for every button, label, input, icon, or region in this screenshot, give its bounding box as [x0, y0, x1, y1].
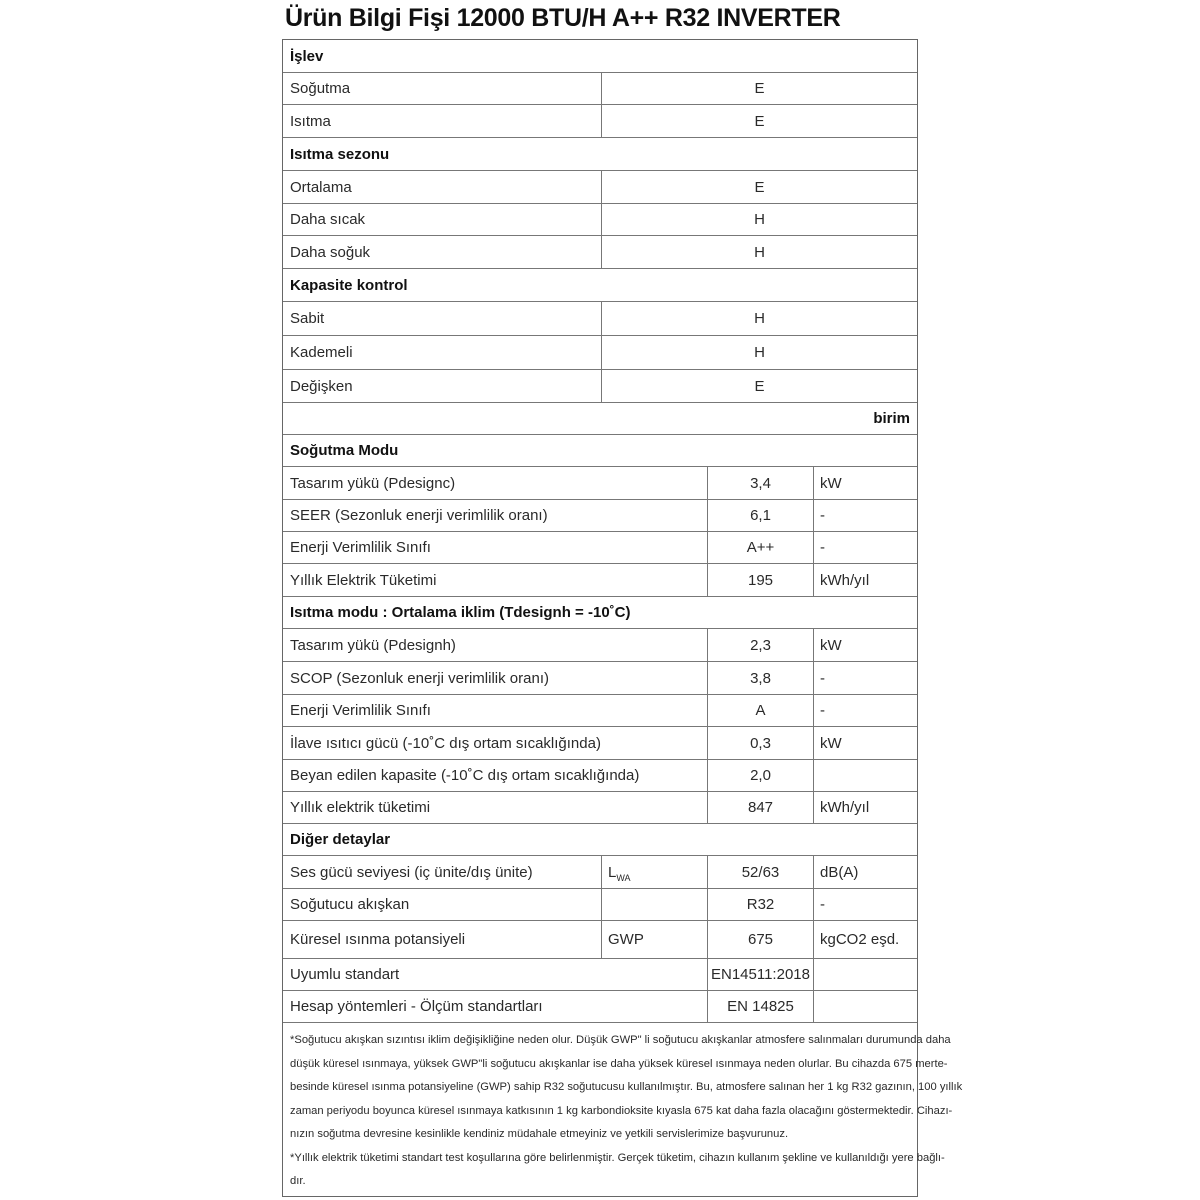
product-info-table	[282, 39, 963, 1197]
row-label: SCOP (Sezonluk enerji verimlilik oranı)	[290, 669, 549, 687]
row-symbol: GWP	[601, 921, 707, 958]
row-kademeli	[283, 336, 917, 370]
row-label: SEER (Sezonluk enerji verimlilik oranı)	[290, 507, 548, 524]
symbol-main: L	[608, 863, 617, 881]
row-isitma	[283, 105, 917, 138]
footnote-line: *Soğutucu akışkan sızıntısı iklim değişikliğine neden olur. Düşük GWP" li soğutucu akışkanlar atmosfere salınmaları durumunda daha	[290, 1034, 951, 1046]
unit-header-row	[283, 403, 917, 435]
row-label: Enerji Verimlilik Sınıfı	[290, 539, 431, 556]
row-label: Yıllık Elektrik Tüketimi	[290, 571, 437, 589]
unit-header: birim	[873, 410, 910, 427]
row-hesap-yontemleri	[283, 991, 917, 1023]
row-value: E	[601, 171, 917, 203]
section-header: Diğer detaylar	[290, 831, 391, 848]
row-uyumlu-standart	[283, 959, 917, 991]
row-value: EN 14825	[707, 991, 813, 1022]
row-unit: -	[813, 695, 917, 726]
row-label: Beyan edilen kapasite (-10˚C dış ortam sıcaklığında)	[290, 767, 640, 784]
section-sogutma-modu	[283, 435, 917, 467]
footnote-line: düşük küresel ısınmaya, yüksek GWP"li soğutucu akışkanlar ise daha yüksek küresel ısınmaya neden olurlar. Bu cihazda 675 merte-	[290, 1057, 948, 1070]
row-label: Daha soğuk	[290, 243, 371, 261]
footnote-line: nızın soğutma devresine kesinlikle kendiniz müdahale etmeyiniz ve yetkili servislerimize başvurunuz.	[290, 1128, 789, 1140]
row-unit: kW	[813, 727, 917, 759]
row-label: Yıllık elektrik tüketimi	[290, 799, 431, 816]
footnote-line: *Yıllık elektrik tüketimi standart test koşullarına göre belirlenmiştir. Gerçek tüketim, cihazın kullanım şekline ve kullanıldığı yere bağlı-	[290, 1151, 945, 1164]
row-value: 675	[707, 921, 813, 958]
row-value: 0,3	[707, 727, 813, 759]
row-value: 3,4	[707, 467, 813, 499]
row-label: Enerji Verimlilik Sınıfı	[290, 702, 431, 719]
row-value: 2,3	[707, 629, 813, 661]
section-header: İşlev	[290, 47, 324, 65]
row-label: Tasarım yükü (Pdesignh)	[290, 636, 456, 654]
section-diger-detaylar	[283, 824, 917, 856]
row-label: Daha sıcak	[290, 211, 366, 228]
symbol-subscript: WA	[616, 873, 631, 883]
row-daha-soguk	[283, 236, 917, 269]
page-title: Ürün Bilgi Fişi 12000 BTU/H A++ R32 INVERTER	[285, 4, 841, 32]
section-isitma-modu	[283, 597, 917, 629]
row-pdesignc	[283, 467, 917, 500]
row-unit: kWh/yıl	[813, 564, 917, 596]
row-akiskan	[283, 889, 917, 921]
section-header: Isıtma sezonu	[290, 145, 390, 163]
row-pdesignh	[283, 629, 917, 662]
footnotes	[283, 1023, 963, 1194]
row-value: A++	[707, 532, 813, 563]
section-isitma-sezonu	[283, 138, 917, 171]
row-unit: kW	[813, 629, 917, 661]
row-unit: -	[813, 500, 917, 531]
footnote-line: besinde küresel ısınma potansiyeline (GWP) sahip R32 soğutucusu kullanılmıştır. Bu, atmosfere salınan her 1 kg R32 gazının, 100 yıllık	[290, 1081, 963, 1093]
row-value: A	[707, 695, 813, 726]
row-value: E	[601, 73, 917, 104]
row-value: H	[601, 302, 917, 335]
row-unit: kWh/yıl	[813, 792, 917, 823]
row-value: 2,0	[707, 760, 813, 791]
row-value: E	[601, 370, 917, 402]
row-ilave	[283, 727, 917, 760]
row-symbol	[601, 889, 707, 920]
row-seer	[283, 500, 917, 532]
section-kapasite-kontrol	[283, 269, 917, 302]
row-unit: -	[813, 532, 917, 563]
row-label: Değişken	[290, 377, 353, 395]
row-label: Soğutucu akışkan	[290, 896, 410, 913]
row-beyan	[283, 760, 917, 792]
row-value: E	[601, 105, 917, 137]
row-label: İlave ısıtıcı gücü (-10˚C dış ortam sıcaklığında)	[290, 734, 601, 752]
row-symbol	[601, 856, 707, 888]
footnote-line: zaman periyodu boyunca küresel ısınmaya katkısının 1 kg karbondioksite kıyasla 675 kat daha fazla olacağını göstermektedir. Cihazı-	[290, 1104, 953, 1117]
row-unit: -	[813, 889, 917, 920]
row-degisken	[283, 370, 917, 403]
footnote-line: dır.	[290, 1175, 306, 1187]
row-ortalama	[283, 171, 917, 204]
row-unit: dB(A)	[813, 856, 917, 888]
row-scop	[283, 662, 917, 695]
row-value: 6,1	[707, 500, 813, 531]
row-sogutma	[283, 73, 917, 105]
row-sogutma-sinif	[283, 532, 917, 564]
row-gwp	[283, 921, 917, 959]
row-isitma-sinif	[283, 695, 917, 727]
row-value: 195	[707, 564, 813, 596]
row-label: Sabit	[290, 310, 325, 327]
row-ses-gucu	[283, 856, 917, 889]
row-value: H	[601, 236, 917, 268]
row-unit	[813, 760, 917, 791]
row-unit: kW	[813, 467, 917, 499]
row-label: Uyumlu standart	[290, 966, 400, 983]
row-value: EN14511:2018	[707, 959, 813, 990]
row-value: 847	[707, 792, 813, 823]
row-value: 3,8	[707, 662, 813, 694]
row-sogutma-tuketim	[283, 564, 917, 597]
row-label: Küresel ısınma potansiyeli	[290, 931, 466, 948]
row-label: Kademeli	[290, 344, 353, 361]
row-unit: kgCO2 eşd.	[813, 921, 917, 958]
row-isitma-tuketim	[283, 792, 917, 824]
section-islev	[283, 40, 917, 73]
row-sabit	[283, 302, 917, 336]
section-header: Soğutma Modu	[290, 442, 399, 459]
row-unit-empty	[813, 991, 917, 1022]
row-label: Hesap yöntemleri - Ölçüm standartları	[290, 998, 543, 1015]
row-value: R32	[707, 889, 813, 920]
row-label: Tasarım yükü (Pdesignc)	[290, 474, 456, 492]
section-header: Isıtma modu : Ortalama iklim (Tdesignh = -10˚C)	[290, 604, 631, 621]
row-value: H	[601, 204, 917, 235]
row-label: Ses gücü seviyesi (iç ünite/dış ünite)	[290, 863, 533, 881]
row-value: H	[601, 336, 917, 369]
section-header: Kapasite kontrol	[290, 276, 408, 294]
row-label: Ortalama	[290, 178, 352, 196]
row-daha-sicak	[283, 204, 917, 236]
row-value: 52/63	[707, 856, 813, 888]
row-label: Soğutma	[290, 80, 351, 97]
row-label: Isıtma	[290, 112, 331, 130]
row-unit-empty	[813, 959, 917, 990]
row-unit: -	[813, 662, 917, 694]
